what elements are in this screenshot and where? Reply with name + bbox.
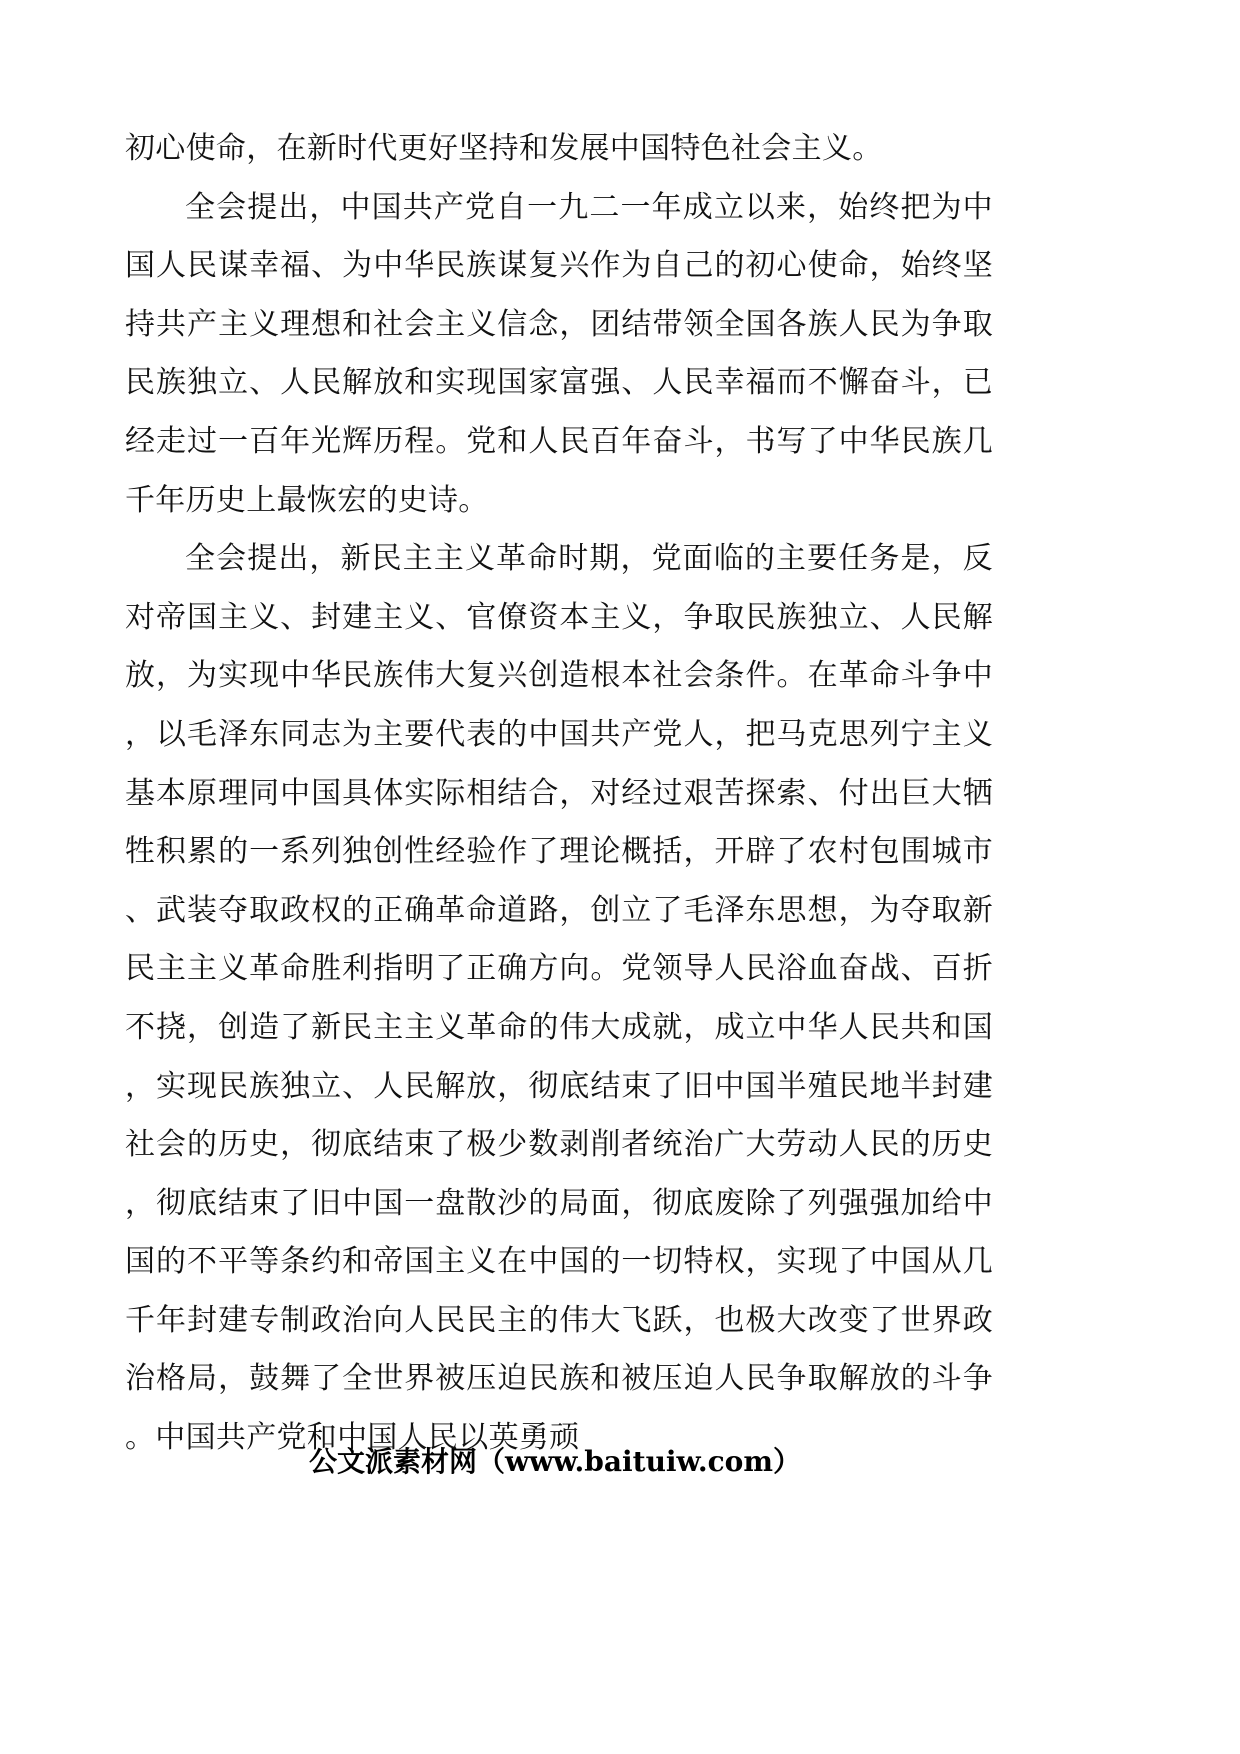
paragraph-new-democratic-revolution: 全会提出，新民主主义革命时期，党面临的主要任务是，反对帝国主义、封建主义、官僚资本主义，争取民族独立、人民解放，为实现中华民族伟大复兴创造根本社会条件。在革命斗争中，以毛泽东同志为主要代表的中国共产党人，把马克思列宁主义基本原理同中国具体实际相结合，对经过艰苦探索、付出巨大牺牲积累的一系列独创性经验作了理论概括，开辟了农村包围城市、武装夺取政权的正确革命道路，创立了毛泽东思想，为夺取新民主主义革命胜利指明了正确方向。党领导人民浴血奋战、百折不挠，创造了新民主主义革命的伟大成就，成立中华人民共和国，实现民族独立、人民解放，彻底结束了旧中国半殖民地半封建社会的历史，彻底结束了极少数剥削者统治广大劳动人民的历史，彻底结束了旧中国一盘散沙的局面，彻底废除了列强强加给中国的不平等条约和帝国主义在中国的一切特权，实现了中国从几千年封建专制政治向人民民主的伟大飞跃，也极大改变了世界政治格局，鼓舞了全世界被压迫民族和被压迫人民争取解放的斗争。中国共产党和中国人民以英勇顽 [125, 541, 993, 1456]
footer-watermark: 公文派素材网（www.baituiw.com） [309, 1445, 801, 1478]
document-body [125, 120, 993, 1468]
paragraph-founding: 全会提出，中国共产党自一九二一年成立以来，始终把为中国人民谋幸福、为中华民族谋复兴作为自己的初心使命，始终坚持共产主义理想和社会主义信念，团结带领全国各族人民为争取民族独立、人民解放和实现国家富强、人民幸福而不懈奋斗，已经走过一百年光辉历程。党和人民百年奋斗，书写了中华民族几千年历史上最恢宏的史诗。 [125, 189, 993, 518]
paragraph-continuation: 初心使命，在新时代更好坚持和发展中国特色社会主义。 [125, 131, 883, 166]
